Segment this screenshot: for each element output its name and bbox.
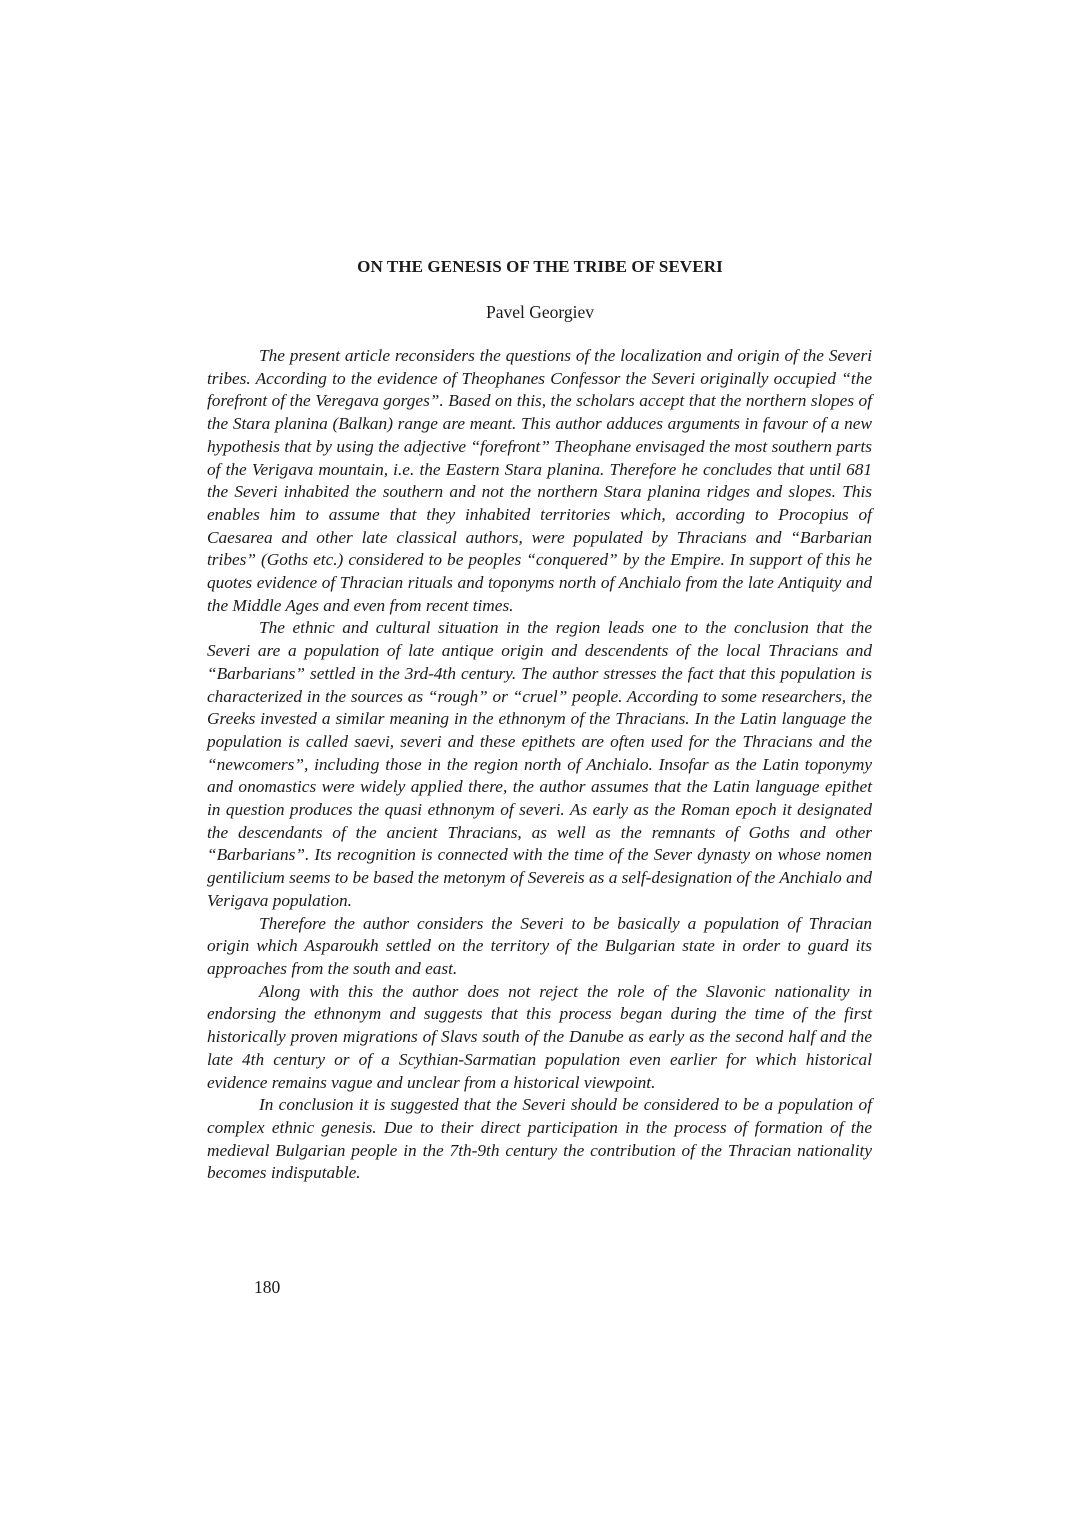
abstract-paragraph: In conclusion it is suggested that the Severi should be considered to be a population of complex ethnic genesis. Due to their direct participation in the process of formation of the medieval Bulgarian people in the 7th-9th century the contribution of the Thracian nationality becomes indisputable. <box>207 1095 872 1183</box>
abstract-paragraph: Along with this the author does not reject the role of the Slavonic nationality in endorsing the ethnonym and suggests that this process began during the time of the first historically proven migrations of Slavs south of the Danube as early as the second half and the late 4th century or of a Scythian-Sarmatian population even earlier for which historical evidence remains vague and unclear from a historical viewpoint. <box>207 981 872 1092</box>
abstract-paragraph: Therefore the author considers the Severi to be basically a population of Thracian origin which Asparoukh settled on the territory of the Bulgarian state in order to guard its approaches from the south and east. <box>207 913 872 978</box>
page-number: 180 <box>254 1277 281 1297</box>
abstract-paragraph: The ethnic and cultural situation in the region leads one to the conclusion that the Severi are a population of late antique origin and descendents of the local Thracians and “Barbarians” settled in the 3rd-4th century. The author stresses the fact that this population is characterized in the sources as “rough” or “cruel” people. According to some researchers, the Greeks invested a similar meaning in the ethnonym of the Thracians. In the Latin language the population is called saevi, severi and these epithets are often used for the Thracians and the “newcomers”, including those in the region north of Anchialo. Insofar as the Latin toponymy and onomastics were widely applied there, the author assumes that the Latin language epithet in question produces the quasi ethnonym of severi. As early as the Roman epoch it designated the descendants of the ancient Thracians, as well as the remnants of Goths and other “Barbarians”. Its recognition is connected with the time of the Sever dynasty on whose nomen gentilicium seems to be based the metonym of Severeis as a self-designation of the Anchialo and Verigava population. <box>207 618 872 910</box>
article-author: Pavel Georgiev <box>485 302 595 322</box>
abstract-body <box>207 345 872 1185</box>
abstract-paragraph: The present article reconsiders the questions of the localization and origin of the Severi tribes. According to the evidence of Theophanes Confessor the Severi originally occupied “the forefront of the Veregava gorges”. Based on this, the scholars accept that the northern slopes of the Stara planina (Balkan) range are meant. This author adduces arguments in favour of a new hypothesis that by using the adjective “forefront” Theophane envisaged the most southern parts of the Verigava mountain, i.e. the Eastern Stara planina. Therefore he concludes that until 681 the Severi inhabited the southern and not the northern Stara planina ridges and slopes. This enables him to assume that they inhabited territories which, according to Procopius of Caesarea and other late classical authors, were populated by Thracians and “Barbarian tribes” (Goths etc.) considered to be peoples “conquered” by the Empire. In support of this he quotes evidence of Thracian rituals and toponyms north of Anchialo from the late Antiquity and the Middle Ages and even from recent times. <box>207 346 872 615</box>
article-title: ON THE GENESIS OF THE TRIBE OF SEVERI <box>357 257 723 276</box>
